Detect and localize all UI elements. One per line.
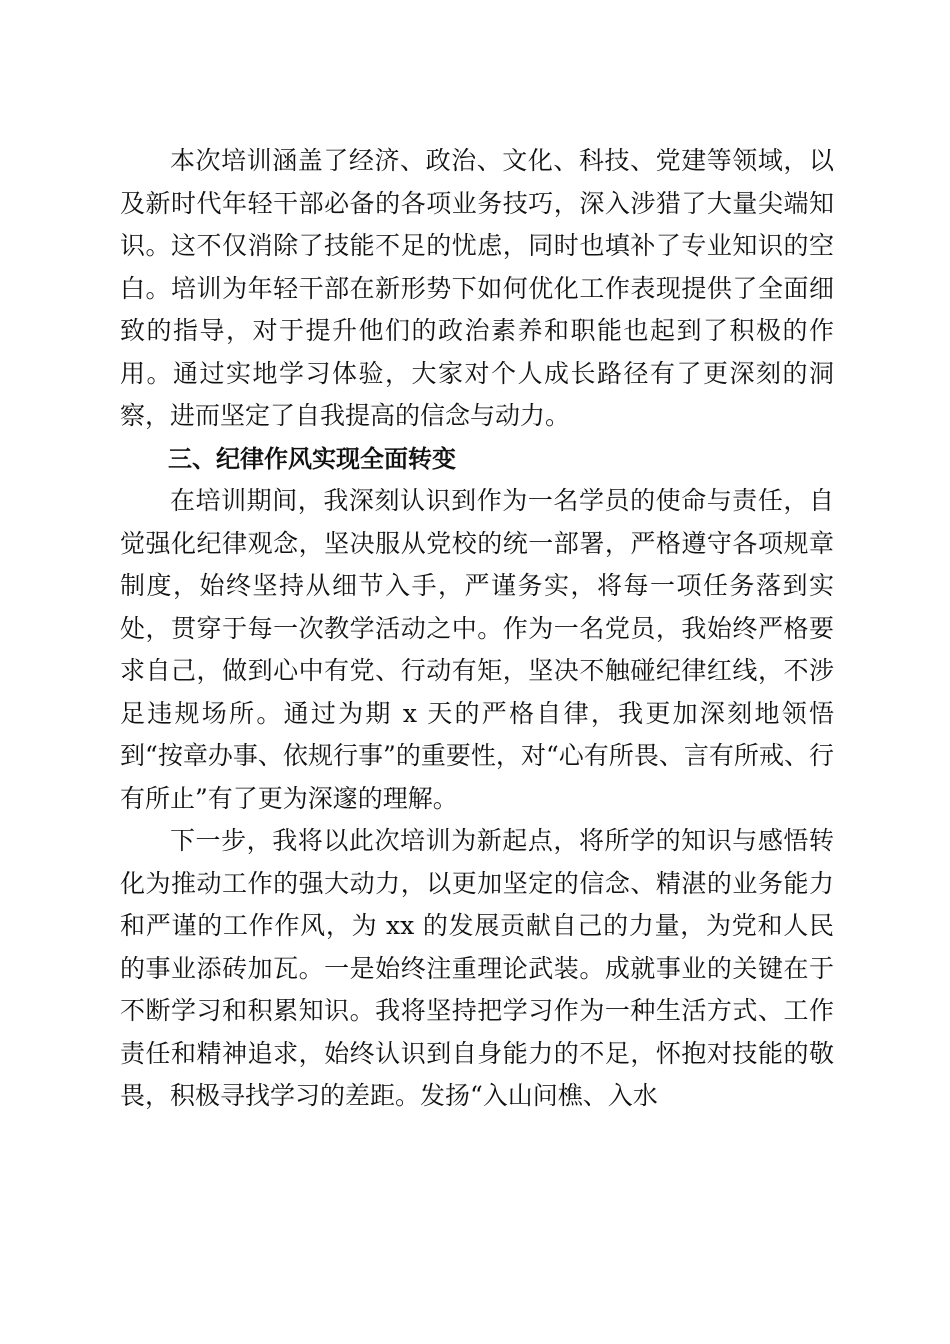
document-body (120, 140, 834, 1118)
section-heading-discipline: 三、纪律作风实现全面转变 (168, 444, 456, 473)
paragraph-training-coverage: 本次培训涵盖了经济、政治、文化、科技、党建等领域，以及新时代年轻干部必备的各项业务技巧，深入涉猎了大量尖端知识。这不仅消除了技能不足的忧虑，同时也填补了专业知识的空白。培训为年轻干部在新形势下如何优化工作表现提供了全面细致的指导，对于提升他们的政治素养和职能也起到了积极的作用。通过实地学习体验，大家对个人成长路径有了更深刻的洞察，进而坚定了自我提高的信念与动力。 (120, 146, 834, 430)
paragraph-discipline: 在培训期间，我深刻认识到作为一名学员的使命与责任，自觉强化纪律观念，坚决服从党校的统一部署，严格遵守各项规章制度，始终坚持从细节入手，严谨务实，将每一项任务落到实处，贯穿于每一次教学活动之中。作为一名党员，我始终严格要求自己，做到心中有党、行动有矩，坚决不触碰纪律红线，不涉足违规场所。通过为期 x 天的严格自律，我更加深刻地领悟到“按章办事、依规行事”的重要性，对“心有所畏、言有所戒、行有所止”有了更为深邃的理解。 (120, 486, 834, 813)
paragraph-next-steps: 下一步，我将以此次培训为新起点，将所学的知识与感悟转化为推动工作的强大动力，以更加坚定的信念、精湛的业务能力和严谨的工作作风，为 xx 的发展贡献自己的力量，为党和人民的事业添砖加瓦。一是始终注重理论武装。成就事业的关键在于不断学习和积累知识。我将坚持把学习作为一种生活方式、工作责任和精神追求，始终认识到自身能力的不足，怀抱对技能的敬畏，积极寻找学习的差距。发扬“入山问樵、入水 (120, 826, 834, 1110)
